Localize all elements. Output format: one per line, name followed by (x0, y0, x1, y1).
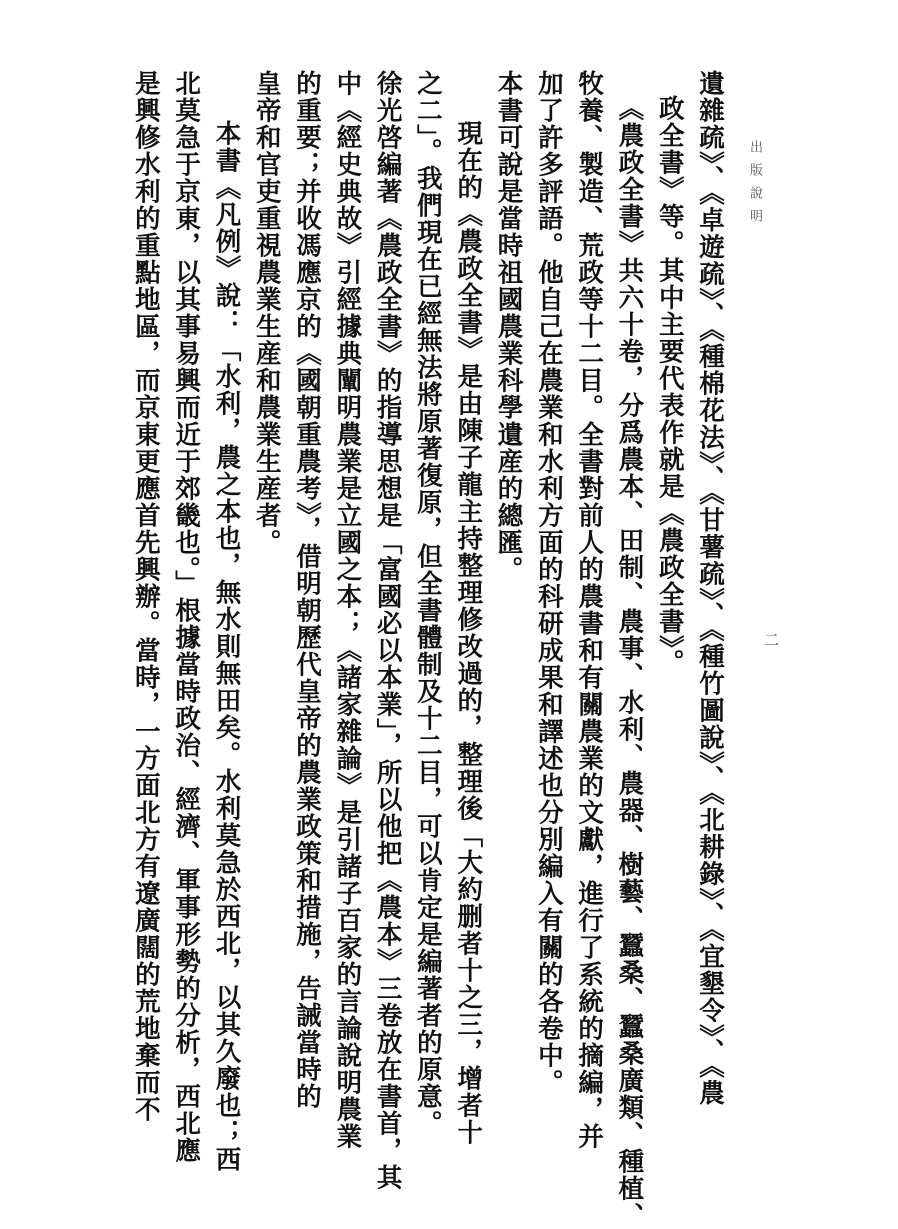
text-column: 現在的《農政全書》是由陳子龍主持整理修改過的，整理後「大約删者十之三，增者十 (453, 120, 484, 1146)
text-column: 《農政全書》共六十卷，分爲農本、田制、農事、水利、農器、樹藝、蠶桑、蠶桑廣類、種植、 (614, 95, 645, 1229)
text-column: 是興修水利的重點地區，而京東更應首先興辦。當時，一方面北方有遼廣闊的荒地棄而不 (130, 70, 161, 1123)
text-column: 加了許多評語。他自己在農業和水利方面的科研成果和譯述也分別編入有關的各卷中。 (533, 70, 564, 1096)
vertical-text-body (126, 70, 730, 1229)
text-column: 本書《凡例》說：「水利，農之本也，無水則無田矣。水利莫急於西北，以其久廢也；西 (211, 120, 242, 1173)
text-column: 北莫急于京東，以其事易興而近于郊畿也。」根據當時政治、經濟、軍事形勢的分析，西北應 (171, 70, 202, 1165)
text-column: 之二」。我們現在已經無法將原著復原，但全書體制及十二目，可以肯定是編著者的原意。 (412, 70, 443, 1138)
text-column: 中《經史典故》引經據典闡明農業是立國之本；《諸家雜論》是引諸子百家的言論說明農業 (332, 70, 363, 1150)
text-column: 皇帝和官吏重視農業生産和農業生産者。 (251, 70, 282, 556)
text-column: 政全書》等。其中主要代表作就是《農政全書》。 (654, 95, 685, 677)
text-column: 的重要；并收馮應京的《國朝重農考》，借明朝歷代皇帝的農業政策和措施，告誡當時的 (292, 70, 323, 1111)
running-head-title: 出版說明 (747, 140, 762, 232)
text-column: 本書可說是當時祖國農業科學遺産的總匯。 (493, 70, 524, 583)
text-column: 牧養、製造、荒政等十二目。全書對前人的農書和有關農業的文獻，進行了系統的摘編，并 (574, 70, 605, 1150)
page-number: 二 (762, 632, 780, 647)
text-column: 遺雜疏》、《卓遊疏》、《種棉花法》、《甘薯疏》、《種竹圖說》、《北耕錄》、《宜墾令》、《農 (695, 70, 725, 1107)
text-column: 徐光啓編著《農政全書》的指導思想是「富國必以本業」，所以他把《農本》三卷放在書首，其 (372, 70, 403, 1192)
